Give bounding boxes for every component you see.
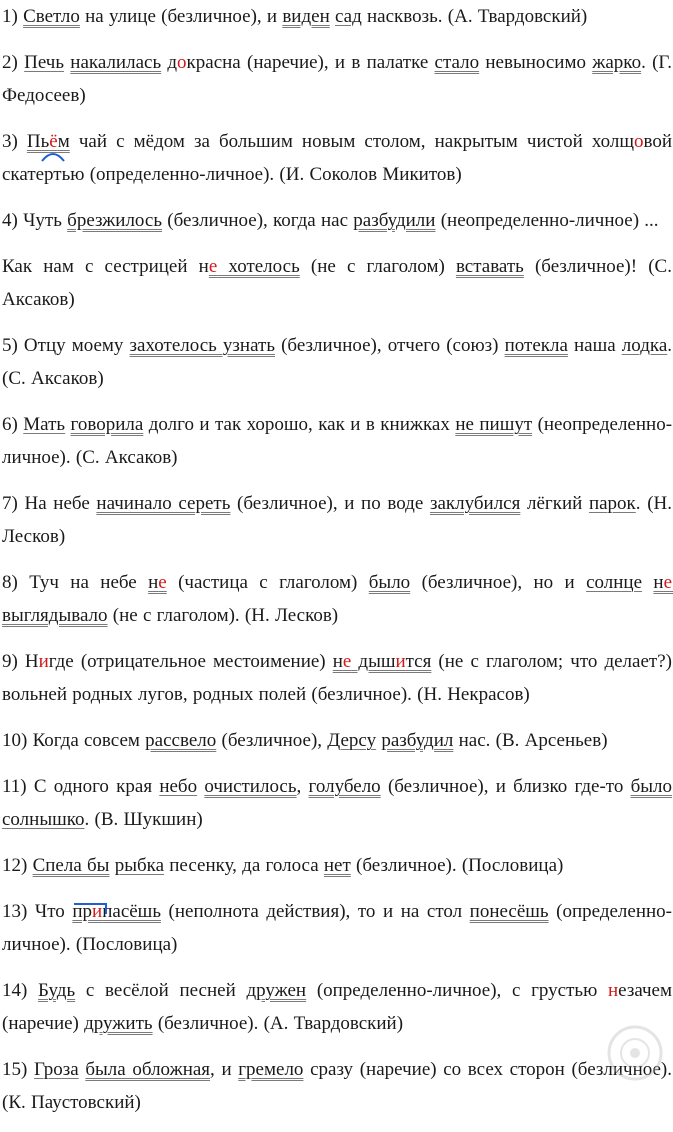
text-segment: песенку, да голоса [164, 855, 324, 876]
text-segment: (неопределенно-личное) ... [435, 210, 659, 231]
sentence-8 [2, 487, 672, 553]
subject-text: лодка [621, 335, 668, 356]
predicate-text: было [368, 572, 411, 593]
text-segment: , и [210, 1059, 239, 1080]
text-segment: (не с глаголом). (Н. Лесков) [107, 605, 339, 626]
text-segment: (безличное), [216, 730, 328, 751]
text-segment: (не с глаголом) [299, 256, 456, 277]
predicate-text: нет [323, 855, 351, 876]
highlighted-letter: о [633, 131, 644, 152]
sentence-5 [2, 250, 672, 316]
highlighted-letter: е [342, 651, 352, 672]
predicate-text: рассвело [145, 730, 217, 751]
sentence-2 [2, 46, 672, 112]
predicate-text: Светло [23, 6, 80, 27]
text-segment: 4) Чуть [2, 210, 68, 231]
predicate-text: была обложная [85, 1059, 211, 1080]
predicate-text: Пь [26, 131, 50, 152]
sentence-11 [2, 724, 672, 757]
text-segment: . (В. Шукшин) [84, 809, 203, 830]
text-segment: 9) Н [2, 651, 39, 672]
predicate-text: дыш [351, 651, 396, 672]
sentence-7 [2, 408, 672, 474]
text-segment: (частица с глаголом) [166, 572, 369, 593]
sentence-6 [2, 329, 672, 395]
predicate-text: Спела бы [32, 855, 110, 876]
highlighted-letter: е [158, 572, 167, 593]
highlighted-letter: и [395, 651, 406, 672]
highlighted-letter: ё [49, 131, 58, 152]
subject-text: небо [159, 776, 198, 797]
text-segment: (безличное), и по воде [230, 493, 430, 514]
text-segment: на улице (безличное), и [79, 6, 283, 27]
text-segment: 11) С одного края [2, 776, 160, 797]
text-segment: (не с глаголом; что делает?) вольней родных лугов, родных полей (безличное). (Н. Некрасов) [2, 651, 672, 705]
sentence-9 [2, 566, 672, 632]
text-segment [642, 572, 653, 593]
predicate-text: тся [405, 651, 432, 672]
highlighted-letter: е [663, 572, 672, 593]
text-segment: 7) На небе [2, 493, 97, 514]
predicate-text: разбудил [381, 730, 454, 751]
text-segment: 5) Отцу моему [2, 335, 130, 356]
document-body [2, 0, 672, 1132]
predicate-text: вставать [455, 256, 524, 277]
text-segment: наша [567, 335, 622, 356]
predicate-text: н [653, 572, 664, 593]
predicate-text: н [332, 651, 343, 672]
text-segment: 12) [2, 855, 33, 876]
predicate-text: голубело [308, 776, 381, 797]
subject-text: Гроза [33, 1059, 79, 1080]
text-segment: (безличное), когда нас [162, 210, 354, 231]
predicate-text: м [57, 131, 70, 152]
text-segment: (безличное), но и [410, 572, 587, 593]
predicate-text: было [630, 776, 672, 797]
sentence-3 [2, 125, 672, 191]
predicate-text: не пишут [455, 414, 533, 435]
text-segment: чай с мёдом за большим новым столом, накрытым чистой холщ [69, 131, 634, 152]
text-segment: красна (наречие), и в палатке [186, 52, 435, 73]
predicate-text: брезжилось [67, 210, 162, 231]
text-segment: долго и так хорошо, как и в книжках [143, 414, 456, 435]
subject-text: Печь [24, 52, 65, 73]
text-segment: 3) [2, 131, 27, 152]
text-segment: 13) Что [2, 901, 73, 922]
text-segment: 14) [2, 980, 39, 1001]
predicate-text: н [148, 572, 159, 593]
predicate-text: пасёшь [102, 901, 161, 922]
predicate-text: выглядывало [2, 605, 108, 626]
text-segment: вой скатертью (определенно-личное). (И. Соколов Микитов) [2, 131, 672, 185]
text-segment: (неопределенно-личное). (С. Аксаков) [2, 414, 673, 468]
text-segment: сразу (наречие) со всех сторон (безличное). (К. Паустовский) [2, 1059, 673, 1113]
highlighted-letter: и [38, 651, 49, 672]
predicate-text: разбудили [353, 210, 436, 231]
predicate-text: очистилось [204, 776, 297, 797]
predicate-text: потекла [504, 335, 568, 356]
text-segment: 8) Туч на небе [2, 572, 149, 593]
sentence-4 [2, 204, 672, 237]
text-segment: д [161, 52, 178, 73]
text-segment: (безличное). (А. Твардовский) [152, 1013, 404, 1034]
text-segment: невыносимо [479, 52, 593, 73]
predicate-text: хотелось [217, 256, 300, 277]
text-segment: (безличное)! (С. Аксаков) [2, 256, 672, 310]
text-segment: насквозь. (А. Твардовский) [361, 6, 588, 27]
text-segment: 10) Когда совсем [2, 730, 146, 751]
predicate-text: жарко [592, 52, 642, 73]
sentence-14 [2, 895, 672, 961]
predicate-text: стало [434, 52, 480, 73]
text-segment: нас. (В. Арсеньев) [453, 730, 608, 751]
text-segment: где (отрицательное местоимение) [48, 651, 333, 672]
text-segment: 1) [2, 6, 24, 27]
text-segment: 15) [2, 1059, 34, 1080]
text-segment: (безличное), и близко где-то [380, 776, 631, 797]
subject-text: солнышко [2, 809, 85, 830]
text-segment: . (С. Аксаков) [2, 335, 673, 389]
text-segment: (определенно-личное). (Пословица) [2, 901, 673, 955]
sentence-13 [2, 849, 672, 882]
text-segment: Как нам с сестрицей н [2, 256, 209, 277]
text-segment: езачем (наречие) [2, 980, 673, 1034]
highlighted-letter: о [177, 52, 187, 73]
sentence-12 [2, 770, 672, 836]
predicate-text: дружить [84, 1013, 153, 1034]
text-segment: лёгкий [520, 493, 589, 514]
subject-text: рыбка [114, 855, 165, 876]
highlighted-letter: е [208, 256, 218, 277]
subject-text: Мать [23, 414, 66, 435]
sentence-1 [2, 0, 672, 33]
subject-text: сад [335, 6, 362, 27]
text-segment: (безличное). (Пословица) [350, 855, 564, 876]
highlighted-letter: и [92, 901, 103, 922]
predicate-text: Будь [38, 980, 76, 1001]
subject-text: Дерсу [327, 730, 377, 751]
subject-text: парок [588, 493, 636, 514]
predicate-text: заклубился [429, 493, 521, 514]
watermark-logo [517, 965, 667, 1085]
predicate-text: захотелось узнать [129, 335, 275, 356]
text-segment: 2) [2, 52, 25, 73]
text-segment: (безличное), отчего (союз) [275, 335, 505, 356]
predicate-text: начинало сереть [96, 493, 231, 514]
text-segment: . (Н. Лесков) [2, 493, 672, 547]
subject-text: солнце [586, 572, 642, 593]
text-segment: с весёлой песней [75, 980, 247, 1001]
predicate-text: виден [282, 6, 330, 27]
text-segment: 6) [2, 414, 24, 435]
sentence-10 [2, 645, 672, 711]
text-segment: , [296, 776, 309, 797]
predicate-text: накалилась [70, 52, 162, 73]
text-segment: (определенно-личное), с грустью [306, 980, 608, 1001]
predicate-text: пр [72, 901, 93, 922]
predicate-text: говорила [70, 414, 144, 435]
text-segment: . (Г. Федосеев) [2, 52, 673, 106]
predicate-text: гремело [238, 1059, 304, 1080]
text-segment: (неполнота действия), то и на стол [160, 901, 470, 922]
predicate-text: дружен [246, 980, 307, 1001]
highlighted-letter: н [607, 980, 619, 1001]
predicate-text: понесёшь [469, 901, 549, 922]
